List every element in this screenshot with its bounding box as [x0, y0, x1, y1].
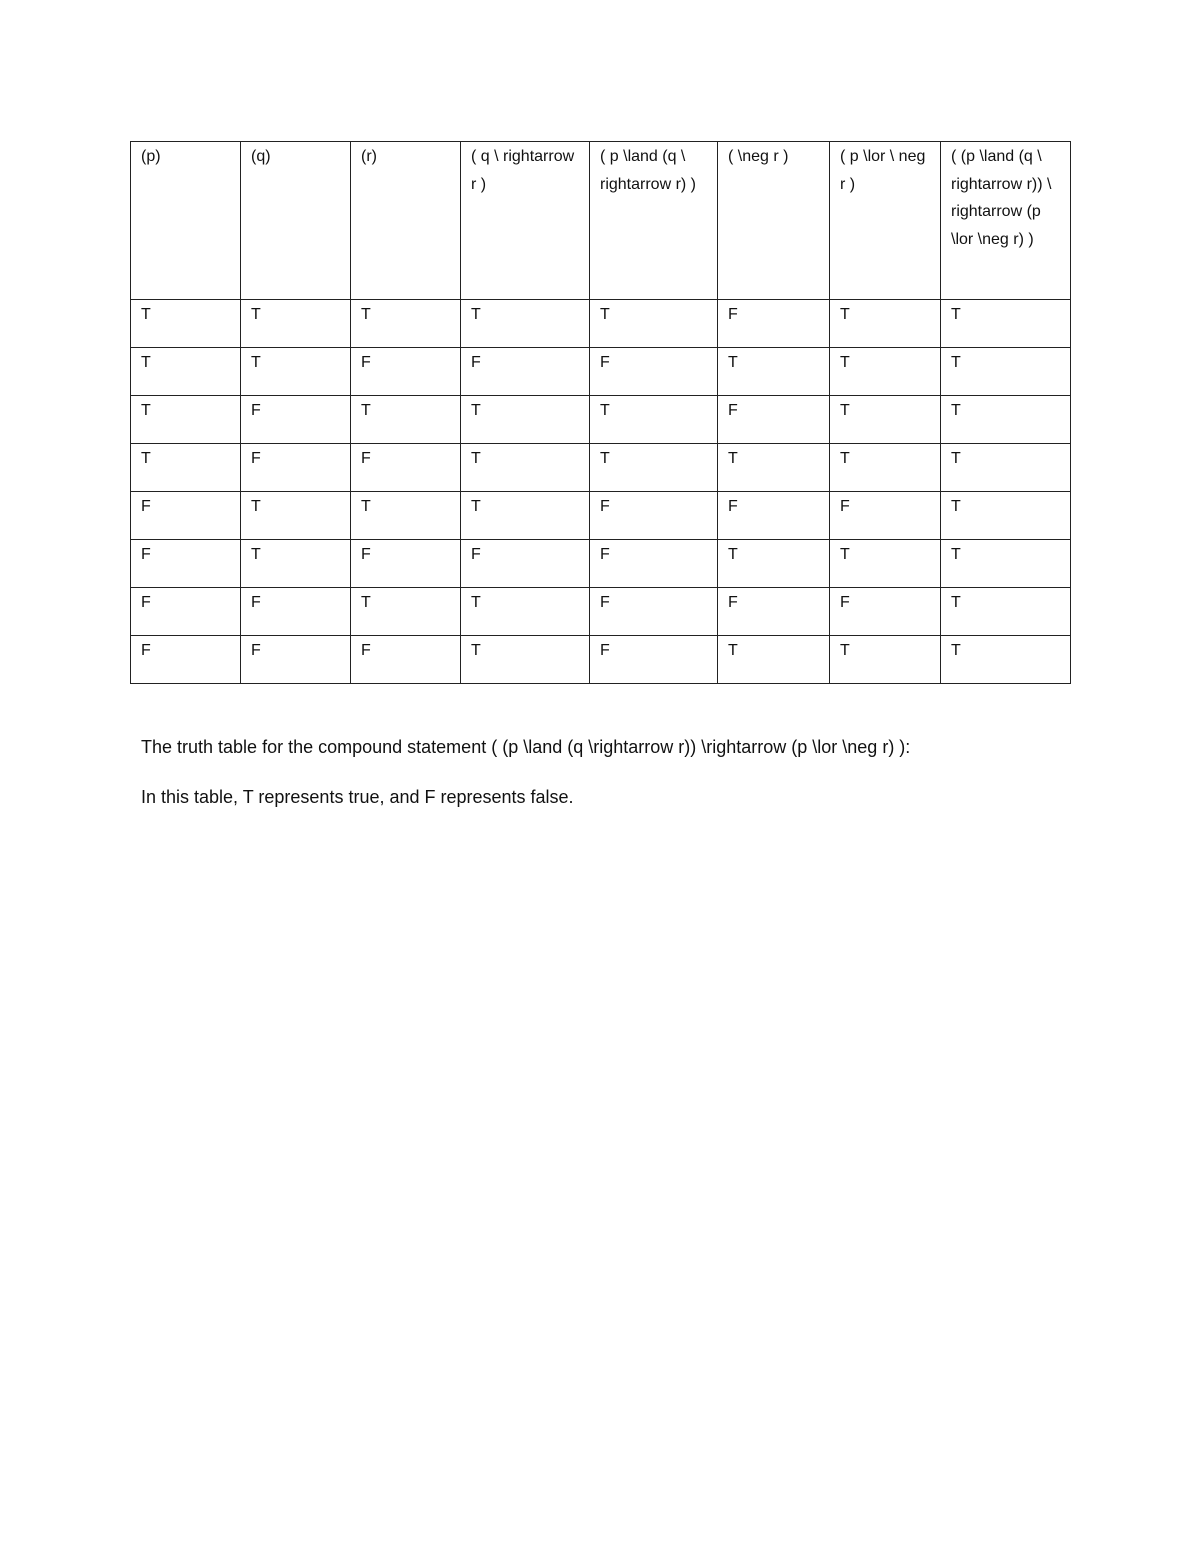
table-cell: F	[241, 444, 351, 492]
table-cell: T	[131, 444, 241, 492]
table-cell: T	[590, 444, 718, 492]
table-cell: F	[461, 540, 590, 588]
table-cell: T	[718, 444, 830, 492]
header-cell-q: (q)	[241, 142, 351, 300]
table-cell: F	[241, 636, 351, 684]
table-row	[131, 348, 1071, 396]
table-cell: T	[461, 492, 590, 540]
table-cell: T	[941, 396, 1071, 444]
table-cell: F	[351, 540, 461, 588]
legend-paragraph: In this table, T represents true, and F represents false.	[141, 787, 574, 807]
table-cell: T	[241, 300, 351, 348]
table-cell: F	[351, 636, 461, 684]
table-cell: T	[131, 396, 241, 444]
table-cell: T	[941, 444, 1071, 492]
table-cell: T	[941, 636, 1071, 684]
table-row	[131, 444, 1071, 492]
table-cell: T	[830, 300, 941, 348]
table-row	[131, 636, 1071, 684]
table-row	[131, 540, 1071, 588]
table-cell: F	[590, 636, 718, 684]
table-cell: T	[941, 348, 1071, 396]
table-cell: T	[830, 636, 941, 684]
header-cell-p-and-q-implies-r: ( p \land (q \ rightarrow r) )	[590, 142, 718, 300]
table-cell: T	[718, 636, 830, 684]
table-cell: T	[941, 540, 1071, 588]
table-cell: F	[351, 444, 461, 492]
table-cell: T	[461, 636, 590, 684]
table-cell: F	[461, 348, 590, 396]
header-cell-p-or-not-r: ( p \lor \ neg r )	[830, 142, 941, 300]
table-cell: F	[718, 492, 830, 540]
table-cell: T	[941, 300, 1071, 348]
table-cell: T	[351, 396, 461, 444]
intro-paragraph: The truth table for the compound statement ( (p \land (q \rightarrow r)) \rightarrow (p \lor \neg r) ):	[141, 737, 911, 757]
table-header-row	[131, 142, 1071, 300]
table-cell: F	[590, 348, 718, 396]
table-cell: T	[830, 540, 941, 588]
truth-table	[130, 141, 1071, 684]
table-cell: T	[131, 348, 241, 396]
table-cell: T	[718, 540, 830, 588]
table-row	[131, 588, 1071, 636]
table-row	[131, 396, 1071, 444]
table-cell: F	[131, 540, 241, 588]
table-cell: T	[461, 396, 590, 444]
table-cell: T	[461, 300, 590, 348]
table-cell: T	[241, 348, 351, 396]
table-cell: F	[131, 588, 241, 636]
table-cell: F	[590, 540, 718, 588]
table-cell: F	[241, 396, 351, 444]
table-cell: T	[351, 300, 461, 348]
header-cell-r: (r)	[351, 142, 461, 300]
header-cell-q-implies-r: ( q \ rightarrow r )	[461, 142, 590, 300]
table-cell: T	[830, 396, 941, 444]
header-cell-full-statement: ( (p \land (q \ rightarrow r)) \ rightarrow (p \lor \neg r) )	[941, 142, 1071, 300]
table-cell: F	[131, 636, 241, 684]
table-cell: F	[830, 492, 941, 540]
table-cell: F	[718, 396, 830, 444]
header-cell-not-r: ( \neg r )	[718, 142, 830, 300]
header-cell-p: (p)	[131, 142, 241, 300]
table-cell: T	[941, 492, 1071, 540]
table-cell: F	[241, 588, 351, 636]
table-cell: T	[241, 540, 351, 588]
table-cell: T	[590, 396, 718, 444]
table-cell: T	[941, 588, 1071, 636]
table-cell: T	[590, 300, 718, 348]
table-cell: T	[830, 348, 941, 396]
table-cell: F	[718, 300, 830, 348]
table-cell: T	[461, 588, 590, 636]
table-cell: F	[131, 492, 241, 540]
table-row	[131, 300, 1071, 348]
table-cell: T	[830, 444, 941, 492]
table-cell: T	[461, 444, 590, 492]
table-cell: T	[131, 300, 241, 348]
table-cell: F	[590, 492, 718, 540]
table-cell: T	[718, 348, 830, 396]
table-row	[131, 492, 1071, 540]
table-cell: T	[241, 492, 351, 540]
table-cell: T	[351, 492, 461, 540]
table-cell: T	[351, 588, 461, 636]
table-cell: F	[830, 588, 941, 636]
table-cell: F	[718, 588, 830, 636]
table-cell: F	[590, 588, 718, 636]
table-cell: F	[351, 348, 461, 396]
